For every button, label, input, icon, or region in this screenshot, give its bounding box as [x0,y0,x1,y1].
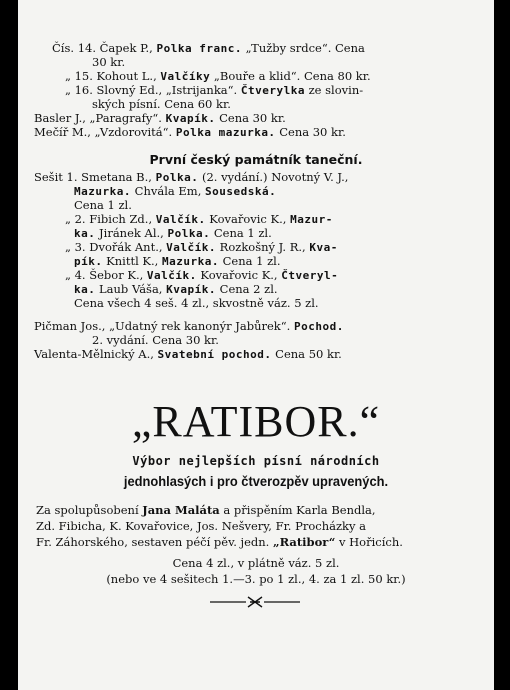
entry-text: Cena 1 zl. [218,254,281,268]
entry-text: 30 kr. [92,55,126,69]
dance-type-label: Sousedská. [205,185,277,198]
dance-type-label: Kvapík. [165,112,216,125]
entry-text: Fr. Záhorského, sestaven péčí pěv. jedn. [36,535,273,549]
entry-text: Cena 1 zl. [74,198,132,212]
catalog-entry-line [34,296,464,310]
dance-type-label: Čtverylka [240,84,305,97]
catalog-entry-line [34,347,464,361]
ratibor-credits [36,502,476,550]
price-line: Cena 4 zl., v plátně váz. 5 zl. [172,556,340,570]
ratibor-price [18,555,494,587]
entry-text: Basler J., „Paragrafy“. [34,111,166,125]
entry-text: „Bouře a klid“. Cena 80 kr. [210,69,371,83]
page [18,0,494,690]
entry-text: Cena všech 4 seš. 4 zl., skvostně váz. 5 zl. [74,296,319,310]
credits-line [36,518,476,534]
dance-type-label: ka. [74,227,96,240]
entry-text: Valenta-Mělnický A., [34,347,158,361]
catalog-entry-line [34,125,464,139]
dance-type-label: Polka franc. [156,42,242,55]
section-header: První český památník taneční. [149,152,363,167]
dance-type-label: Svatební pochod. [157,348,272,361]
catalog-entry-line [34,240,464,254]
catalog-entry-line [34,111,464,125]
dance-type-label: Pochod. [293,320,344,333]
catalog-entry-line [34,319,464,333]
emphasis-text: „Ratibor“ [272,535,336,549]
entry-text: „Tužby srdce“. Cena [241,41,365,55]
entry-text: Cena 2 zl. [215,282,278,296]
dance-type-label: Mazurka. [74,185,131,198]
catalog-list-top [34,41,464,139]
entry-text: Kovařovic K., [205,212,291,226]
dance-type-label: Polka. [155,171,199,184]
entry-text: Zd. Fibicha, K. Kovařovice, Jos. Nešvery, Fr. Procházky a [36,519,367,533]
catalog-list-dance-album [34,170,464,310]
catalog-entry-line [34,55,464,69]
dance-type-label: Čtveryl- [281,269,339,282]
scan-border [494,0,510,690]
entry-text: Kovařovic K., [196,268,282,282]
entry-text: Čís. 14. Čapek P., [52,41,157,55]
entry-text: Za spolupůsobení [36,503,143,517]
dance-type-label: Valčík. [146,269,197,282]
catalog-entry-line [34,268,464,282]
catalog-list-bottom [34,319,464,361]
ornament-divider-icon [210,594,300,610]
dance-type-label: Polka mazurka. [175,126,276,139]
dance-type-label: Kva- [309,241,338,254]
entry-text: Sešit 1. Smetana B., [34,170,156,184]
entry-text: (2. vydání.) Novotný V. J., [198,170,349,184]
catalog-entry-line [34,184,464,198]
entry-text: ze slovin- [304,83,364,97]
catalog-entry-line [34,41,464,55]
entry-text: a přispěním Karla Bendla, [219,503,376,517]
entry-text: Cena 50 kr. [271,347,342,361]
dance-type-label: Valčík. [166,241,217,254]
dance-type-label: Kvapík. [166,283,216,296]
ratibor-subtitle: Výbor nejlepších písní národních [132,454,380,468]
entry-text: Laub Váša, [95,282,167,296]
entry-text: Pičman Jos., „Udatný rek kanonýr Jabůrek“. [34,319,294,333]
dance-type-label: Polka. [167,227,211,240]
dance-type-label: Valčíky [160,70,211,83]
dance-type-label: pík. [74,255,103,268]
entry-text: Chvála Em, [130,184,205,198]
entry-text: Mečíř M., „Vzdorovitá“. [34,125,176,139]
catalog-entry-line [34,212,464,226]
entry-text: „ 2. Fibich Zd., [65,212,156,226]
entry-text: „ 15. Kohout L., [65,69,161,83]
entry-text: Knittl K., [102,254,162,268]
dance-type-label: Mazur- [290,213,333,226]
catalog-entry-line [34,69,464,83]
ratibor-title: „RATIBOR.“ [131,397,381,446]
entry-text: „ 16. Slovný Ed., „Istrijanka“. [65,83,241,97]
entry-text: ských písní. Cena 60 kr. [92,97,231,111]
ratibor-subtitle-2: jednohlasých i pro čtverozpěv upravených. [123,473,389,489]
catalog-entry-line [34,97,464,111]
entry-text: Rozkošný J. R., [216,240,310,254]
dance-type-label: ka. [74,283,96,296]
catalog-entry-line [34,254,464,268]
dance-type-label: Valčík. [155,213,206,226]
entry-text: 2. vydání. Cena 30 kr. [92,333,219,347]
entry-text: v Hořicích. [335,535,403,549]
entry-text: Cena 30 kr. [215,111,286,125]
catalog-entry-line [34,282,464,296]
entry-text: Cena 30 kr. [275,125,346,139]
catalog-entry-line [34,333,464,347]
catalog-entry-line [34,170,464,184]
catalog-entry-line [34,198,464,212]
price-line: (nebo ve 4 sešitech 1.—3. po 1 zl., 4. za 1 zl. 50 kr.) [106,572,406,586]
emphasis-text: Jana Maláta [142,503,220,517]
entry-text: „ 3. Dvořák Ant., [65,240,167,254]
dance-type-label: Mazurka. [161,255,219,268]
catalog-entry-line [34,83,464,97]
catalog-entry-line [34,226,464,240]
credits-line [36,534,476,550]
entry-text: Cena 1 zl. [210,226,272,240]
entry-text: „ 4. Šebor K., [65,268,147,282]
entry-text: Jiránek Al., [95,226,168,240]
credits-line [36,502,476,518]
